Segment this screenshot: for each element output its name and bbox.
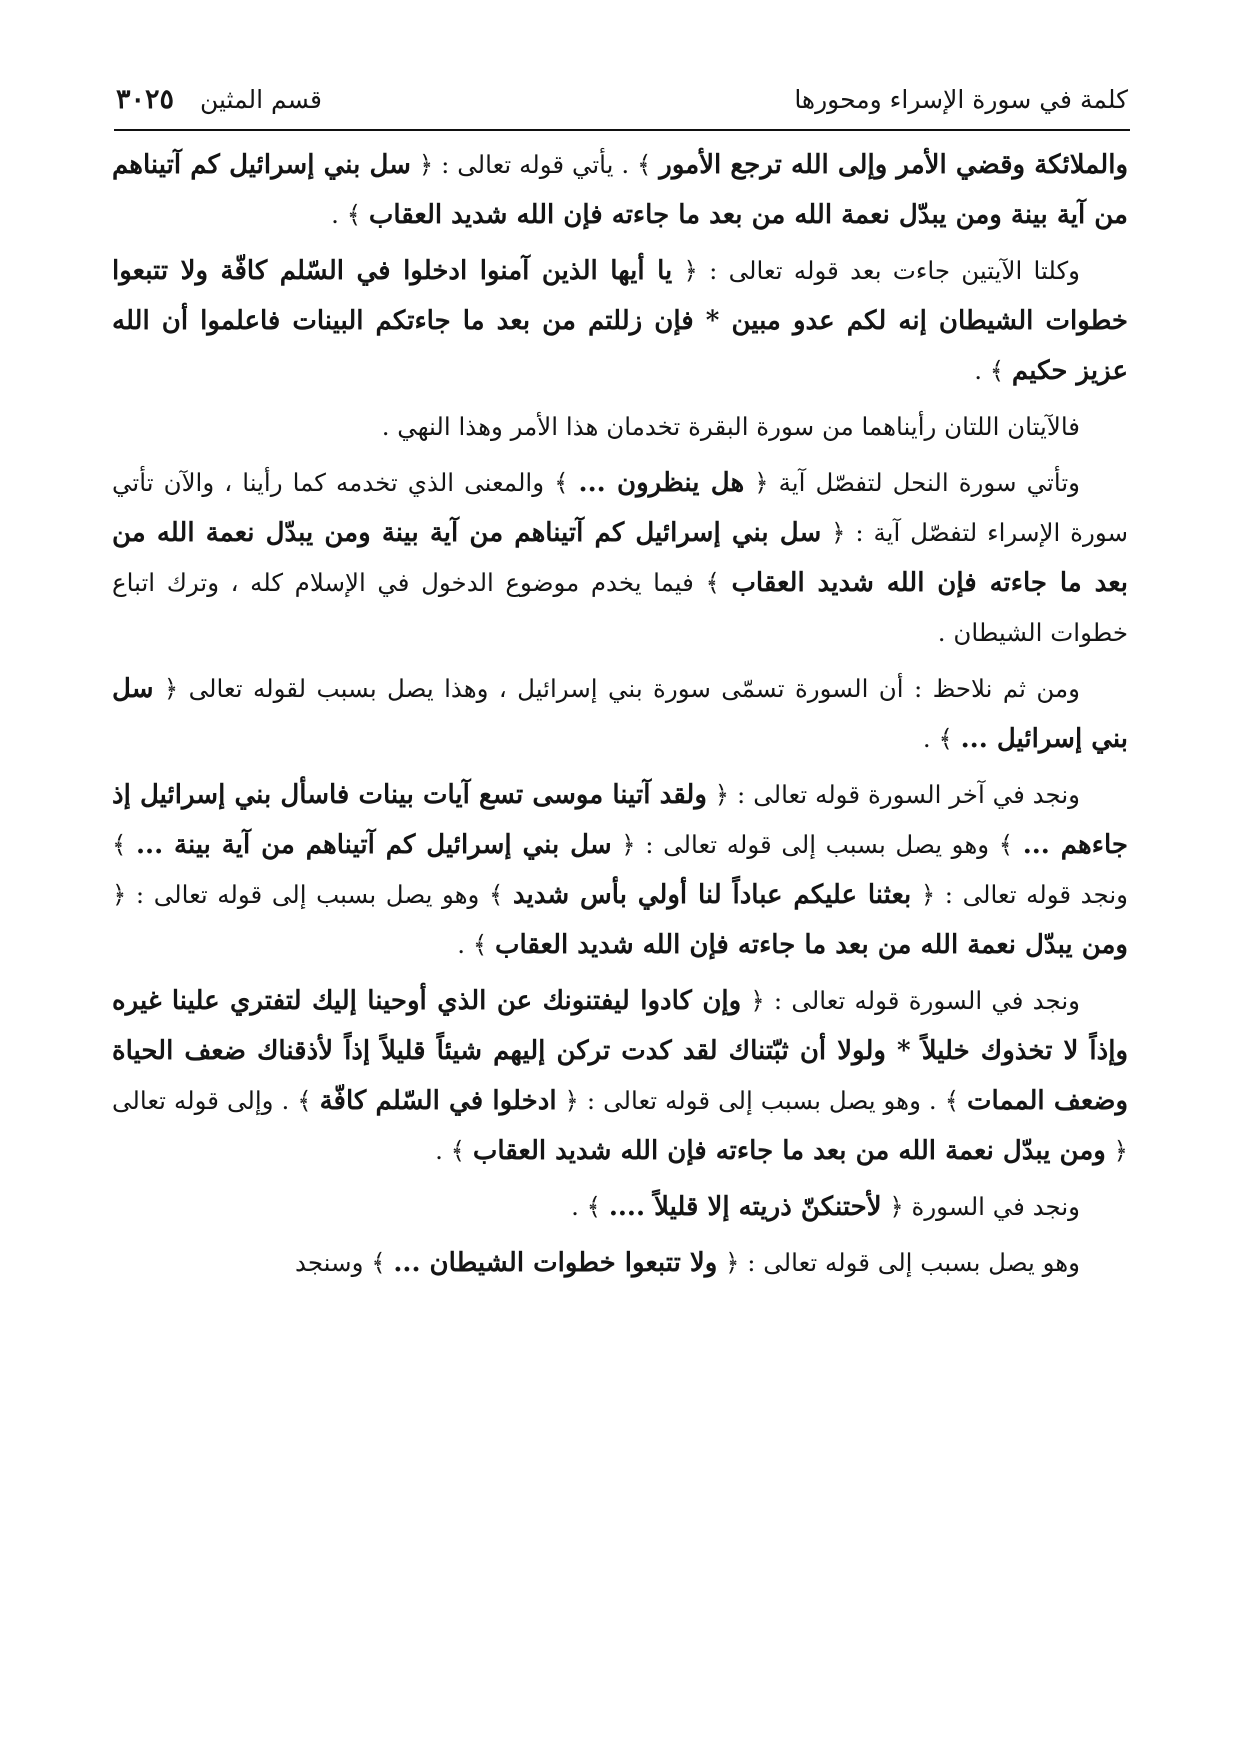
commentary-text: وتأتي سورة النحل لتفصّل آية ﴿ xyxy=(744,468,1080,497)
commentary-text: وهو يصل بسبب إلى قوله تعالى : ﴿ xyxy=(717,1248,1080,1277)
commentary-text: ﴾ . xyxy=(974,356,1012,385)
commentary-text: ونجد في السورة ﴿ xyxy=(881,1192,1080,1221)
part-label: قسم المثين xyxy=(199,85,322,114)
quran-quote: ومن يبدّل نعمة الله من بعد ما جاءته فإن الله شديد العقاب xyxy=(472,1136,1106,1166)
commentary-text: ﴾ وهو يصل بسبب إلى قوله تعالى : ﴿ xyxy=(112,880,513,909)
quran-quote: لأحتنكنّ ذريته إلا قليلاً .... xyxy=(608,1192,882,1222)
quran-quote: بعثنا عليكم عباداً لنا أولي بأس شديد xyxy=(512,880,912,910)
commentary-text: ﴾ وسنجد xyxy=(294,1248,394,1277)
paragraph xyxy=(112,246,1128,396)
commentary-text: ﴾ . وإلى قوله تعالى ﴿ xyxy=(112,1086,1128,1165)
header-divider xyxy=(114,129,1130,131)
quran-quote: وإن كادوا ليفتنونك عن الذي أوحينا إليك لتفتري علينا غيره وإذاً لا تخذوك خليلاً * ولولا أن ثبّتناك لقد كدت تركن إليهم شيئاً قليلاً إذاً لأذقناك ضعف الحياة وضعف الممات xyxy=(112,986,1129,1116)
commentary-text: ﴾ . xyxy=(435,1136,473,1165)
chapter-title: كلمة في سورة الإسراء ومحورها xyxy=(794,85,1128,114)
quran-quote: ولقد آتينا موسى تسع آيات بينات فاسأل بني إسرائيل إذ جاءهم ... xyxy=(112,780,1128,860)
running-header xyxy=(116,80,1128,130)
commentary-text: فالآيتان اللتان رأيناهما من سورة البقرة تخدمان هذا الأمر وهذا النهي . xyxy=(381,412,1080,441)
commentary-text: ﴾ . xyxy=(571,1192,609,1221)
commentary-text: ومن ثم نلاحظ : أن السورة تسمّى سورة بني إسرائيل ، وهذا يصل بسبب لقوله تعالى ﴿ xyxy=(153,674,1080,703)
paragraph xyxy=(112,402,1128,452)
paragraph xyxy=(112,664,1128,764)
commentary-text: ونجد في السورة قوله تعالى : ﴿ xyxy=(741,986,1080,1015)
header-left-group xyxy=(116,80,322,120)
paragraph xyxy=(112,770,1128,970)
quran-quote: ومن يبدّل نعمة الله من بعد ما جاءته فإن الله شديد العقاب xyxy=(495,930,1128,960)
commentary-text: ﴾ ونجد قوله تعالى : ﴿ xyxy=(112,830,1128,909)
page-number: ٣٠٢٥ xyxy=(116,84,175,115)
quran-quote: ولا تتبعوا خطوات الشيطان ... xyxy=(393,1248,718,1278)
commentary-text: ﴾ وهو يصل بسبب إلى قوله تعالى : ﴿ xyxy=(611,830,1023,859)
paragraph xyxy=(112,140,1128,240)
commentary-text: ﴾ . وهو يصل بسبب إلى قوله تعالى : ﴿ xyxy=(556,1086,968,1115)
paragraph xyxy=(112,1238,1128,1288)
commentary-text: ﴾ والمعنى الذي تخدمه كما رأينا ، والآن تأتي سورة الإسراء لتفصّل آية : ﴿ xyxy=(112,468,1128,547)
paragraph xyxy=(112,1182,1128,1232)
quran-quote: والملائكة وقضي الأمر وإلى الله ترجع الأمور xyxy=(659,150,1129,180)
commentary-text: ﴾ . يأتي قوله تعالى : ﴿ xyxy=(410,150,660,179)
paragraph xyxy=(112,458,1128,658)
quran-quote: سل بني إسرائيل ... xyxy=(112,674,1128,754)
quran-quote: سل بني إسرائيل كم آتيناهم من آية بينة ... xyxy=(136,830,612,860)
commentary-text: وكلتا الآيتين جاءت بعد قوله تعالى : ﴿ xyxy=(672,256,1080,285)
quran-quote: ادخلوا في السّلم كافّة xyxy=(319,1086,557,1116)
quran-quote: هل ينظرون ... xyxy=(578,468,745,498)
commentary-text: ﴾ . xyxy=(457,930,495,959)
commentary-text: ﴾ . xyxy=(922,724,961,753)
quran-quote: يا أيها الذين آمنوا ادخلوا في السّلم كافّة ولا تتبعوا خطوات الشيطان إنه لكم عدو مبين * فإن زللتم من بعد ما جاءتكم البينات فاعلموا أن الله عزيز حكيم xyxy=(112,256,1128,386)
quran-quote: سل بني إسرائيل كم آتيناهم من آية بينة ومن يبدّل نعمة الله من بعد ما جاءته فإن الله شديد العقاب xyxy=(112,518,1128,598)
commentary-text: ﴾ فيما يخدم موضوع الدخول في الإسلام كله ، وترك اتباع خطوات الشيطان . xyxy=(112,568,1128,647)
commentary-text: ﴾ . xyxy=(331,200,369,229)
paragraph xyxy=(112,976,1128,1176)
commentary-text: ونجد في آخر السورة قوله تعالى : ﴿ xyxy=(706,780,1081,809)
body-text xyxy=(112,140,1128,1288)
quran-quote: سل بني إسرائيل كم آتيناهم من آية بينة ومن يبدّل نعمة الله من بعد ما جاءته فإن الله شديد العقاب xyxy=(112,150,1128,230)
